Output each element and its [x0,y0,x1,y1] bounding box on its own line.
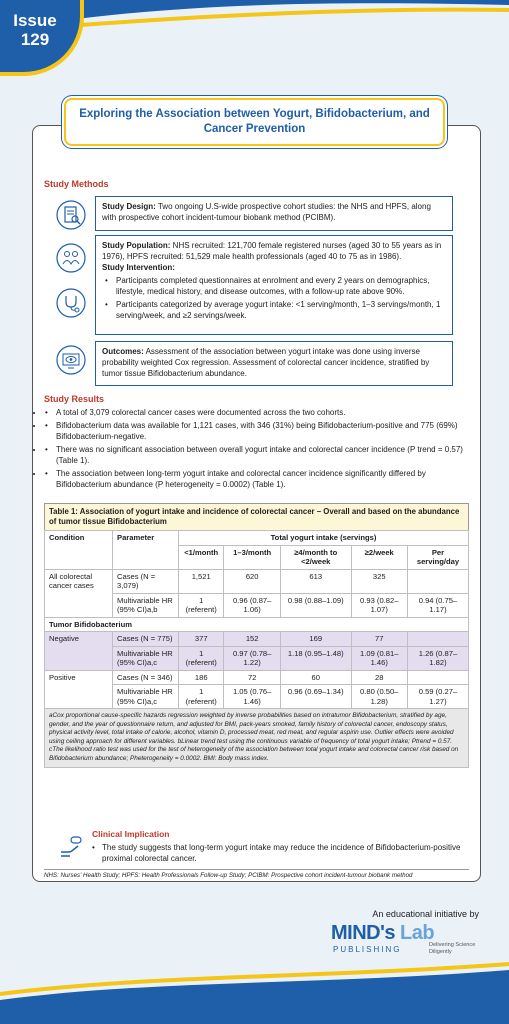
cell: 0.80 (0.50–1.28) [351,685,407,709]
intervention-item: • Participants categorized by average yogurt intake: <1 serving/month, 1–3 servings/month, 1 serving/week, and ≥2 servings/week. [102,299,446,321]
study-design-box [95,196,453,231]
cell: 377 [179,632,224,647]
cell: 152 [224,632,281,647]
logo-main: MIND's [331,922,395,944]
cell: 0.96 (0.87–1.06) [224,593,281,617]
cell: 0.97 (0.78–1.22) [224,646,281,670]
cell: 1,521 [179,569,224,593]
cell: 72 [224,670,281,685]
study-design-text: Two ongoing U.S-wide prospective cohort studies: the NHS and HPFS, along with prospective cohort incident-tumour biobank method (PCIBM). [102,202,431,222]
table-row [45,569,469,593]
row-label: All colorectal cancer cases [45,569,113,617]
methods-heading: Study Methods [44,179,109,189]
hand-pill-icon [54,830,88,864]
population-icon [54,241,88,275]
param-cell: Multivariable HR (95% CI)a,b [113,593,179,617]
cell: 0.96 (0.69–1.34) [280,685,351,709]
cell [407,632,468,647]
outcomes-label: Outcomes: [102,347,144,356]
cell: 1 (referent) [179,685,224,709]
cell: 325 [351,569,407,593]
table-footnote: aCox proportional cause-specific hazards regression weighted by inverse probabilities based on intratumor Bifidobacterium, stratified by age, gender, and the year of questionnaire return, and adjusted for BMI, pack-years smoked, family history of colorectal cancer, endoscopy status, physical activity level, total intake of calorie, alcohol, vitamin D, processed meat, red meat, and regular aspirin use. Outlier effects were avoided using ceiling approach for different variables. bLinear trend test using the continuous variable of frequency of total yogurt intake; Ptrend = 0.57. cThe likelihood ratio test was used for the test of heterogeneity of the association between total yogurt intake and colorectal cancer risk based on Bifidobacterium abundance; Pheterogeneity = 0.0002. BMI: Body mass index. [44,709,469,768]
param-cell: Multivariable HR (95% CI)a,c [113,685,179,709]
page-title: Exploring the Association between Yogurt, Bifidobacterium, and Cancer Prevention [64,98,445,146]
cell: 613 [280,569,351,593]
outcomes-text: Assessment of the association between yogurt intake was done using inverse probability weighted Cox regression. Assessment of colorectal cancer incidence, stratified by tumor tissue Bifidobacterium abundance. [102,347,430,378]
header-total: Total yogurt intake (servings) [179,531,469,546]
cell: 0.94 (0.75–1.17) [407,593,468,617]
row-label: Positive [45,670,113,709]
population-text: NHS recruited: 121,700 female registered nurses (aged 30 to 55 years as in 1976), HPFS recruited: 51,529 male health professionals (aged 40 to 75 as in 1986). [102,241,442,261]
results-heading: Study Results [44,394,105,404]
cell: 1.09 (0.81–1.46) [351,646,407,670]
table-row [45,617,469,632]
table-row [45,632,469,647]
issue-label: Issue [13,11,57,30]
cell: 60 [280,670,351,685]
clinical-heading: Clinical Implication [92,829,170,839]
col-header: <1/month [179,545,224,569]
cell: 28 [351,670,407,685]
result-item: • • There was no significant association between overall yogurt intake and colorectal cancer incidence (P trend = 0.57) (Table 1). [44,444,470,466]
study-population-box [95,235,453,335]
table-caption: Table 1: Association of yogurt intake and incidence of colorectal cancer – Overall and based on the abundance of tumor tissue Bifidobacterium [44,503,469,530]
initiative-text: An educational initiative by [372,909,479,919]
minds-lab-logo [331,922,481,962]
cell [407,670,468,685]
logo-tagline: Delivering Science Diligently [429,942,476,955]
population-label: Study Population: [102,241,171,250]
param-cell: Cases (N = 3,079) [113,569,179,593]
col-header: 1–3/month [224,545,281,569]
result-item: • • A total of 3,079 colorectal cancer cases were documented across the two cohorts. [44,407,470,418]
stethoscope-icon [54,286,88,320]
table-row [45,670,469,685]
cell: 1.26 (0.87–1.82) [407,646,468,670]
header-parameter: Parameter [113,531,179,570]
header-condition: Condition [45,531,113,570]
intervention-item: • Participants completed questionnaires at enrolment and every 2 years on demographics, lifestyle, medical history, and disease outcomes, with a follow-up rate above 90%. [102,275,446,297]
clipboard-search-icon [54,198,88,232]
table-1 [44,503,469,768]
results-list [44,407,470,492]
intervention-label: Study Intervention: [102,263,175,272]
param-cell: Cases (N = 346) [113,670,179,685]
bottom-wave-decoration [0,960,509,1024]
eye-monitor-icon [54,343,88,377]
cell: 186 [179,670,224,685]
cell: 0.93 (0.82–1.07) [351,593,407,617]
cell: 1.18 (0.95–1.48) [280,646,351,670]
cell: 1.05 (0.76–1.46) [224,685,281,709]
issue-number: 129 [20,30,50,49]
row-label: Negative [45,632,113,671]
cell: 620 [224,569,281,593]
cell: 1 (referent) [179,646,224,670]
cell: 77 [351,632,407,647]
results-table [44,530,469,709]
clinical-text: • The study suggests that long-term yogurt intake may reduce the incidence of Bifidobacterium-positive proximal colorectal cancer. [92,842,462,864]
result-item: • • Bifidobacterium data was available for 1,121 cases, with 346 (31%) being Bifidobacterium-positive and 775 (69%) Bifidobacterium-negative. [44,420,470,442]
cell: 1 (referent) [179,593,224,617]
abbreviations: NHS: Nurses' Health Study; HPFS: Health Professionals Follow-up Study; PCIBM: Prospective cohort incident-tumour biobank method [44,869,469,879]
intervention-list [102,275,446,321]
cell [407,569,468,593]
param-cell: Cases (N = 775) [113,632,179,647]
cell: 0.59 (0.27–1.27) [407,685,468,709]
col-header: ≥2/week [351,545,407,569]
cell: 0.98 (0.88–1.09) [280,593,351,617]
param-cell: Multivariable HR (95% CI)a,c [113,646,179,670]
study-design-label: Study Design: [102,202,156,211]
result-item: • • The association between long-term yogurt intake and colorectal cancer incidence significantly differed by Bifidobacterium abundance (P heterogeneity = 0.0002) (Table 1). [44,468,470,490]
outcomes-box [95,341,453,386]
col-header: Per serving/day [407,545,468,569]
col-header: ≥4/month to <2/week [280,545,351,569]
tumor-label: Tumor Bifidobacterium [45,617,469,632]
logo-lab: Lab [400,922,435,944]
logo-publishing: PUBLISHING [333,945,402,954]
cell: 169 [280,632,351,647]
